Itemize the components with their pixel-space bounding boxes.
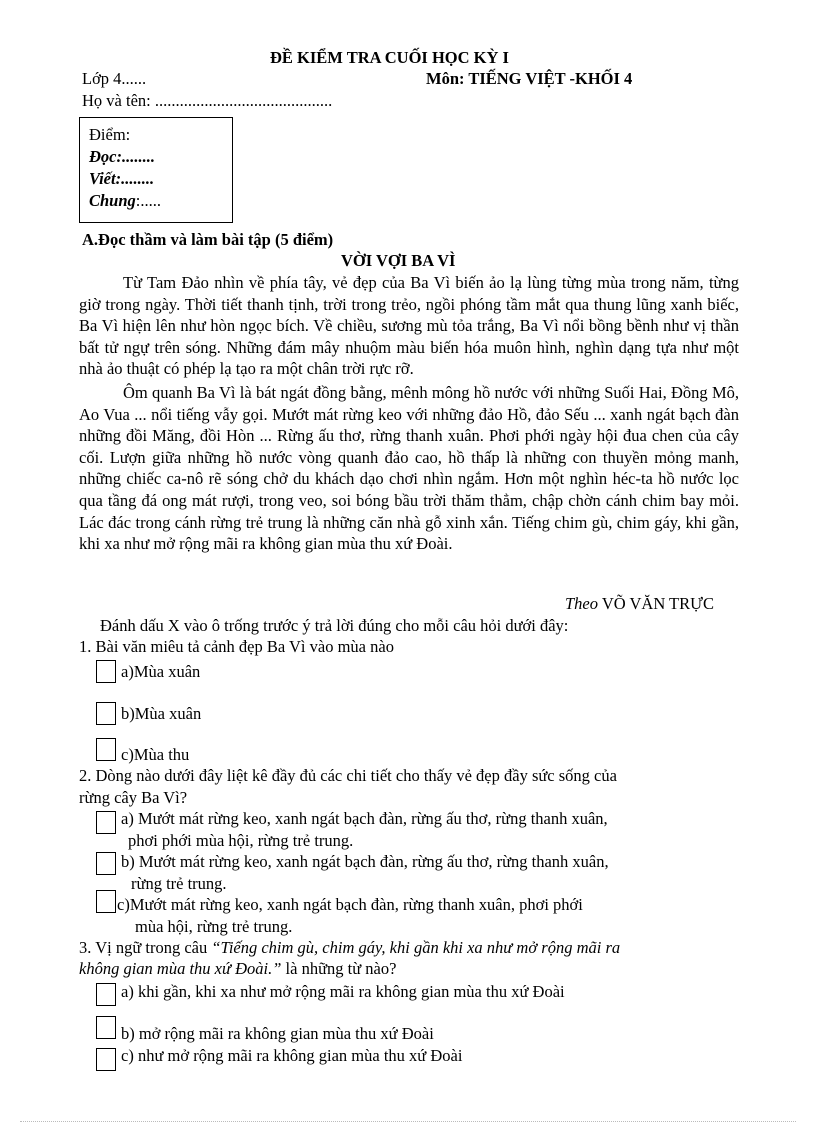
question-3-suffix: là những từ nào? [281,959,397,978]
q3-option-c-checkbox[interactable] [96,1048,116,1071]
source-prefix: Theo [565,594,598,613]
reading-score: Đọc:........ [89,147,155,166]
page-title: ĐỀ KIỂM TRA CUỐI HỌC KỲ I [270,48,509,67]
q2-option-b-checkbox[interactable] [96,852,116,875]
q3-option-b-checkbox[interactable] [96,1016,116,1039]
story-title: VỜI VỢI BA VÌ [341,251,456,270]
q3-option-b: b) mở rộng mãi ra không gian mùa thu xứ Đoài [121,1024,434,1043]
question-3-quote-end: không gian mùa thu xứ Đoài.” [79,959,282,978]
question-3-quote-start: “Tiếng chim gù, chim gáy, khi gần khi xa như mở rộng mãi ra [211,938,621,957]
question-3-line-1 [79,938,620,958]
score-label: Điểm: [89,125,131,144]
total-score [89,191,161,211]
q1-option-c-checkbox[interactable] [96,738,116,761]
class-label: Lớp 4...... [82,69,147,88]
question-3-line-2 [79,959,396,979]
q2-option-c-line-1: c)Mướt mát rừng keo, xanh ngát bạch đàn, rừng thanh xuân, phơi phới [117,895,583,914]
story-paragraph-2: Ôm quanh Ba Vì là bát ngát đồng bằng, mênh mông hồ nước với những Suối Hai, Đồng Mô, Ao Vua ... nổi tiếng vẫy gọi. Mướt mát rừng keo với những đảo Hồ, đảo Sếu ... xanh ngát bạch đàn những đồi Măng, đồi Hòn ... Rừng ấu thơ, rừng thanh xuân. Phơi phới ngày hội đua chen của cây cối. Lượn giữa những hồ nước vòng quanh đảo cao, hồ thấp là những con thuyền mỏng manh, những chiếc ca-nô rẽ sóng chở du khách dạo chơi nhìn ngắm. Hơn một nghìn héc-ta hồ nước lọc qua tầng đá ong mát rượi, trong veo, soi bóng bầu trời thăm thẳm, chập chờn cánh chim bay mỏi. Lác đác trong cánh rừng trẻ trung là những căn nhà gỗ xinh xắn. Tiếng chim gù, chim gáy, khi gần, khi xa như mở rộng mãi ra không gian mùa thu xứ Đoài. [79,382,739,554]
score-box [79,117,233,223]
q1-option-b: b)Mùa xuân [121,704,202,723]
q1-option-a-checkbox[interactable] [96,660,116,683]
instruction-text: Đánh dấu X vào ô trống trước ý trả lời đúng cho mỗi câu hỏi dưới đây: [100,616,569,635]
page-bottom-divider [20,1121,796,1122]
source-author: VÕ VĂN TRỰC [601,594,714,613]
story-source [565,594,714,614]
story-text [79,272,739,555]
q2-option-b-line-1: b) Mướt mát rừng keo, xanh ngát bạch đàn, rừng ấu thơ, rừng thanh xuân, [121,852,609,871]
question-2-line-2: rừng cây Ba Vì? [79,788,188,807]
q1-option-c: c)Mùa thu [121,745,190,764]
q3-option-a: a) khi gần, khi xa như mở rộng mãi ra không gian mùa thu xứ Đoài [121,982,565,1001]
q2-option-c-line-2: mùa hội, rừng trẻ trung. [135,917,293,936]
q2-option-a-checkbox[interactable] [96,811,116,834]
subject-label: Môn: TIẾNG VIỆT -KHỐI 4 [426,69,633,88]
q3-option-a-checkbox[interactable] [96,983,116,1006]
q2-option-a-line-2: phơi phới mùa hội, rừng trẻ trung. [128,831,354,850]
total-score-label: Chung [89,191,136,210]
section-heading: A.Đọc thầm và làm bài tập (5 điểm) [82,230,334,249]
writing-score: Viết:........ [89,169,155,188]
q3-option-c: c) như mở rộng mãi ra không gian mùa thu xứ Đoài [121,1046,463,1065]
question-1: 1. Bài văn miêu tả cảnh đẹp Ba Vì vào mùa nào [79,637,394,656]
name-label: Họ và tên: ........................................... [82,91,333,110]
question-3-prefix: 3. Vị ngữ trong câu [79,938,212,957]
question-2-line-1: 2. Dòng nào dưới đây liệt kê đầy đủ các chi tiết cho thấy vẻ đẹp đầy sức sống của [79,766,617,785]
q1-option-a: a)Mùa xuân [121,662,201,681]
total-score-dots: :..... [135,191,162,210]
story-paragraph-1: Từ Tam Đảo nhìn về phía tây, vẻ đẹp của Ba Vì biến ảo lạ lùng từng mùa trong năm, từng giờ trong ngày. Thời tiết thanh tịnh, trời trong trẻo, ngồi phóng tầm mắt qua thung lũng xanh biếc, Ba Vì hiện lên như hòn ngọc bích. Về chiều, sương mù tỏa trắng, Ba Vì nổi bồng bềnh như vị thần bất tử ngự trên sóng. Những đám mây nhuộm màu biến hóa muôn hình, nghìn dạng tựa như một nhà ảo thuật có phép lạ tạo ra một chân trời rực rỡ. [79,273,739,379]
q2-option-b-line-2: rừng trẻ trung. [131,874,227,893]
q1-option-b-checkbox[interactable] [96,702,116,725]
q2-option-a-line-1: a) Mướt mát rừng keo, xanh ngát bạch đàn, rừng ấu thơ, rừng thanh xuân, [121,809,608,828]
q2-option-c-checkbox[interactable] [96,890,116,913]
